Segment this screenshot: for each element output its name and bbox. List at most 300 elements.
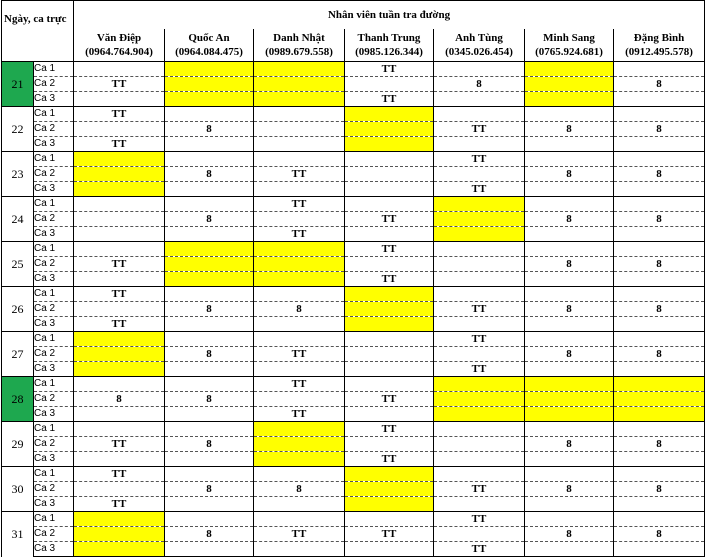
duty-cell — [254, 512, 345, 527]
duty-cell: 8 — [165, 167, 254, 182]
shift-row — [2, 302, 705, 317]
duty-cell — [165, 422, 254, 437]
day-cell: 25 — [2, 242, 34, 287]
duty-roster-table — [1, 0, 705, 557]
duty-cell — [345, 257, 434, 272]
duty-cell — [434, 287, 525, 302]
duty-cell — [614, 287, 705, 302]
shift-label: Ca 1 — [34, 242, 74, 257]
duty-cell — [254, 257, 345, 272]
duty-cell — [525, 227, 614, 242]
duty-cell — [74, 542, 165, 557]
shift-label: Ca 1 — [34, 107, 74, 122]
duty-cell — [165, 497, 254, 512]
duty-cell — [525, 62, 614, 77]
day-cell: 23 — [2, 152, 34, 197]
duty-cell — [434, 167, 525, 182]
duty-cell — [74, 332, 165, 347]
shift-row — [2, 542, 705, 557]
duty-cell — [525, 272, 614, 287]
duty-cell: TT — [254, 527, 345, 542]
duty-cell: 8 — [614, 77, 705, 92]
duty-cell — [345, 197, 434, 212]
duty-cell — [165, 257, 254, 272]
duty-cell — [165, 107, 254, 122]
shift-row — [2, 407, 705, 422]
duty-cell: TT — [74, 107, 165, 122]
duty-cell — [165, 452, 254, 467]
shift-label: Ca 2 — [34, 77, 74, 92]
duty-cell: 8 — [525, 302, 614, 317]
staff-phone: (0964.084.475) — [175, 46, 243, 58]
duty-cell — [74, 422, 165, 437]
shift-label: Ca 3 — [34, 362, 74, 377]
duty-cell — [434, 227, 525, 242]
duty-cell — [525, 407, 614, 422]
duty-cell — [74, 182, 165, 197]
duty-cell: TT — [74, 77, 165, 92]
duty-cell: TT — [345, 392, 434, 407]
duty-cell — [525, 452, 614, 467]
duty-cell — [345, 152, 434, 167]
duty-cell — [434, 437, 525, 452]
duty-cell — [254, 437, 345, 452]
duty-cell: TT — [345, 422, 434, 437]
duty-cell: 8 — [614, 482, 705, 497]
staff-phone: (0765.924.681) — [535, 46, 603, 58]
duty-cell: 8 — [525, 212, 614, 227]
duty-cell — [254, 497, 345, 512]
duty-cell: 8 — [525, 482, 614, 497]
duty-cell — [254, 272, 345, 287]
shift-row — [2, 287, 705, 302]
duty-cell — [525, 242, 614, 257]
shift-label: Ca 3 — [34, 137, 74, 152]
duty-cell: TT — [254, 227, 345, 242]
duty-cell — [525, 362, 614, 377]
duty-cell — [614, 317, 705, 332]
duty-cell — [434, 92, 525, 107]
duty-cell — [74, 527, 165, 542]
duty-cell — [345, 377, 434, 392]
corner-label: Ngày, ca trực — [4, 13, 67, 25]
shift-label: Ca 3 — [34, 452, 74, 467]
duty-cell: 8 — [165, 527, 254, 542]
shift-row — [2, 362, 705, 377]
duty-cell: TT — [434, 302, 525, 317]
shift-label: Ca 1 — [34, 422, 74, 437]
duty-cell — [525, 542, 614, 557]
duty-cell — [434, 452, 525, 467]
duty-cell — [254, 77, 345, 92]
duty-cell — [254, 137, 345, 152]
duty-cell — [74, 452, 165, 467]
duty-cell — [434, 272, 525, 287]
duty-cell — [434, 392, 525, 407]
duty-cell — [165, 362, 254, 377]
duty-cell — [74, 62, 165, 77]
shift-row — [2, 152, 705, 167]
duty-cell — [434, 347, 525, 362]
duty-cell — [165, 77, 254, 92]
duty-cell — [165, 152, 254, 167]
shift-row — [2, 437, 705, 452]
staff-phone: (0989.679.558) — [265, 46, 333, 58]
shift-label: Ca 2 — [34, 437, 74, 452]
shift-row — [2, 452, 705, 467]
shift-row — [2, 197, 705, 212]
shift-label: Ca 3 — [34, 272, 74, 287]
shift-label: Ca 2 — [34, 482, 74, 497]
duty-cell: TT — [434, 482, 525, 497]
duty-cell: 8 — [254, 482, 345, 497]
duty-cell — [525, 317, 614, 332]
staff-name: Văn Điệp — [96, 32, 142, 44]
duty-cell: TT — [254, 197, 345, 212]
duty-cell — [614, 62, 705, 77]
duty-cell — [165, 287, 254, 302]
duty-cell — [74, 302, 165, 317]
duty-cell — [165, 377, 254, 392]
duty-cell: 8 — [614, 302, 705, 317]
duty-cell — [434, 377, 525, 392]
shift-row — [2, 272, 705, 287]
duty-cell — [345, 107, 434, 122]
shift-row — [2, 227, 705, 242]
duty-cell — [614, 467, 705, 482]
duty-cell — [434, 107, 525, 122]
shift-row — [2, 392, 705, 407]
duty-cell — [614, 272, 705, 287]
duty-cell — [525, 287, 614, 302]
duty-cell — [254, 212, 345, 227]
duty-cell: TT — [74, 287, 165, 302]
duty-cell — [345, 302, 434, 317]
duty-cell: TT — [254, 347, 345, 362]
group-title: Nhân viên tuần tra đường — [74, 1, 705, 30]
duty-cell: TT — [74, 497, 165, 512]
duty-cell — [525, 197, 614, 212]
day-cell: 29 — [2, 422, 34, 467]
staff-phone: (0912.495.578) — [625, 46, 693, 58]
shift-label: Ca 2 — [34, 302, 74, 317]
duty-cell: 8 — [165, 482, 254, 497]
duty-cell — [525, 77, 614, 92]
shift-label: Ca 3 — [34, 227, 74, 242]
staff-name: Anh Tùng — [455, 32, 503, 44]
duty-cell: TT — [74, 257, 165, 272]
duty-cell: TT — [434, 512, 525, 527]
duty-cell — [525, 467, 614, 482]
duty-cell: TT — [345, 272, 434, 287]
shift-label: Ca 3 — [34, 407, 74, 422]
duty-cell: 8 — [614, 527, 705, 542]
duty-cell — [74, 167, 165, 182]
shift-label: Ca 3 — [34, 182, 74, 197]
duty-cell — [165, 92, 254, 107]
day-cell: 27 — [2, 332, 34, 377]
duty-cell — [74, 347, 165, 362]
duty-cell: TT — [434, 182, 525, 197]
duty-cell — [614, 512, 705, 527]
staff-header-0 — [74, 29, 165, 62]
duty-cell — [345, 482, 434, 497]
duty-cell — [254, 332, 345, 347]
staff-header-1 — [165, 29, 254, 62]
duty-cell: TT — [434, 362, 525, 377]
duty-cell — [165, 317, 254, 332]
day-cell: 28 — [2, 377, 34, 422]
duty-cell: TT — [254, 407, 345, 422]
duty-cell — [525, 332, 614, 347]
duty-cell — [74, 362, 165, 377]
duty-cell — [525, 152, 614, 167]
duty-cell — [74, 242, 165, 257]
shift-label: Ca 2 — [34, 167, 74, 182]
duty-cell: 8 — [525, 437, 614, 452]
shift-row — [2, 122, 705, 137]
duty-cell — [345, 227, 434, 242]
duty-cell — [614, 452, 705, 467]
duty-cell — [345, 317, 434, 332]
duty-cell: 8 — [434, 77, 525, 92]
shift-row — [2, 332, 705, 347]
shift-row — [2, 107, 705, 122]
duty-cell: 8 — [614, 437, 705, 452]
shift-label: Ca 1 — [34, 512, 74, 527]
duty-cell — [74, 407, 165, 422]
duty-cell — [254, 242, 345, 257]
staff-header-6 — [614, 29, 705, 62]
roster-body — [2, 62, 705, 557]
duty-cell — [74, 212, 165, 227]
duty-cell — [165, 62, 254, 77]
duty-cell — [345, 437, 434, 452]
duty-cell — [525, 377, 614, 392]
duty-cell — [254, 452, 345, 467]
duty-cell — [345, 542, 434, 557]
day-cell: 21 — [2, 62, 34, 107]
duty-cell — [614, 227, 705, 242]
duty-cell — [614, 92, 705, 107]
duty-cell — [345, 122, 434, 137]
duty-cell: TT — [254, 167, 345, 182]
shift-label: Ca 1 — [34, 197, 74, 212]
duty-cell — [165, 542, 254, 557]
duty-cell — [165, 272, 254, 287]
shift-label: Ca 2 — [34, 347, 74, 362]
duty-cell — [614, 152, 705, 167]
shift-row — [2, 137, 705, 152]
staff-header-row — [2, 29, 705, 62]
duty-cell: 8 — [165, 392, 254, 407]
shift-label: Ca 2 — [34, 212, 74, 227]
duty-cell — [434, 242, 525, 257]
duty-cell — [434, 317, 525, 332]
shift-row — [2, 497, 705, 512]
duty-cell — [74, 122, 165, 137]
shift-label: Ca 1 — [34, 62, 74, 77]
duty-cell — [434, 257, 525, 272]
duty-cell — [254, 422, 345, 437]
duty-cell: TT — [345, 62, 434, 77]
duty-cell — [165, 242, 254, 257]
duty-cell — [345, 137, 434, 152]
duty-cell: 8 — [614, 212, 705, 227]
duty-cell: TT — [74, 437, 165, 452]
duty-cell: TT — [434, 122, 525, 137]
duty-cell: 8 — [525, 122, 614, 137]
duty-cell — [614, 542, 705, 557]
shift-row — [2, 422, 705, 437]
duty-cell — [614, 107, 705, 122]
staff-name: Thanh Trung — [357, 32, 421, 44]
day-cell: 24 — [2, 197, 34, 242]
duty-cell — [614, 422, 705, 437]
shift-label: Ca 2 — [34, 257, 74, 272]
duty-cell: 8 — [74, 392, 165, 407]
duty-cell — [434, 407, 525, 422]
duty-cell — [345, 182, 434, 197]
duty-cell — [254, 92, 345, 107]
duty-cell — [614, 392, 705, 407]
duty-cell: TT — [434, 152, 525, 167]
duty-cell: 8 — [614, 122, 705, 137]
shift-row — [2, 347, 705, 362]
duty-cell — [434, 422, 525, 437]
duty-cell: TT — [345, 242, 434, 257]
shift-label: Ca 2 — [34, 122, 74, 137]
shift-row — [2, 257, 705, 272]
staff-name: Minh Sang — [543, 32, 595, 44]
duty-cell: TT — [345, 212, 434, 227]
duty-cell — [434, 467, 525, 482]
day-cell: 22 — [2, 107, 34, 152]
duty-cell — [525, 392, 614, 407]
duty-cell — [345, 512, 434, 527]
staff-header-5 — [525, 29, 614, 62]
shift-row — [2, 92, 705, 107]
staff-header-3 — [345, 29, 434, 62]
staff-phone: (0964.764.904) — [85, 46, 153, 58]
staff-phone: (0345.026.454) — [445, 46, 513, 58]
shift-label: Ca 1 — [34, 377, 74, 392]
duty-cell — [74, 152, 165, 167]
duty-cell — [165, 182, 254, 197]
duty-cell — [345, 407, 434, 422]
shift-label: Ca 1 — [34, 152, 74, 167]
staff-header-2 — [254, 29, 345, 62]
duty-cell — [254, 152, 345, 167]
duty-cell — [165, 407, 254, 422]
duty-cell — [254, 182, 345, 197]
duty-cell — [74, 482, 165, 497]
staff-name: Danh Nhật — [273, 32, 325, 44]
corner-header — [2, 1, 74, 62]
duty-cell: 8 — [165, 302, 254, 317]
shift-label: Ca 1 — [34, 332, 74, 347]
shift-row — [2, 62, 705, 77]
shift-label: Ca 1 — [34, 287, 74, 302]
duty-cell — [254, 107, 345, 122]
duty-cell — [525, 497, 614, 512]
shift-label: Ca 3 — [34, 542, 74, 557]
duty-cell — [165, 332, 254, 347]
duty-cell — [74, 227, 165, 242]
shift-label: Ca 3 — [34, 317, 74, 332]
duty-cell — [165, 197, 254, 212]
duty-cell: 8 — [525, 167, 614, 182]
duty-cell — [254, 467, 345, 482]
duty-cell — [434, 212, 525, 227]
duty-cell — [345, 347, 434, 362]
duty-cell: 8 — [614, 257, 705, 272]
shift-row — [2, 212, 705, 227]
duty-cell: TT — [434, 332, 525, 347]
duty-cell — [74, 512, 165, 527]
duty-cell: TT — [254, 377, 345, 392]
shift-row — [2, 182, 705, 197]
duty-cell — [345, 362, 434, 377]
duty-cell: 8 — [525, 527, 614, 542]
duty-cell — [74, 272, 165, 287]
shift-label: Ca 1 — [34, 467, 74, 482]
day-cell: 30 — [2, 467, 34, 512]
duty-cell — [614, 242, 705, 257]
duty-cell — [345, 332, 434, 347]
shift-row — [2, 167, 705, 182]
duty-cell — [614, 362, 705, 377]
duty-cell: 8 — [165, 437, 254, 452]
duty-cell — [165, 467, 254, 482]
duty-cell — [525, 137, 614, 152]
shift-row — [2, 467, 705, 482]
day-cell: 26 — [2, 287, 34, 332]
duty-cell — [614, 497, 705, 512]
shift-label: Ca 3 — [34, 92, 74, 107]
staff-header-4 — [434, 29, 525, 62]
duty-cell — [74, 377, 165, 392]
shift-label: Ca 2 — [34, 527, 74, 542]
duty-cell: 8 — [165, 347, 254, 362]
duty-cell: 8 — [165, 212, 254, 227]
staff-name: Quốc An — [188, 32, 230, 44]
duty-cell: TT — [345, 527, 434, 542]
duty-cell — [614, 182, 705, 197]
day-cell: 31 — [2, 512, 34, 557]
duty-cell — [345, 287, 434, 302]
duty-cell — [614, 332, 705, 347]
duty-cell: TT — [345, 92, 434, 107]
duty-cell: TT — [74, 317, 165, 332]
duty-cell — [434, 197, 525, 212]
duty-cell — [525, 92, 614, 107]
duty-cell — [165, 137, 254, 152]
shift-row — [2, 512, 705, 527]
duty-cell — [614, 407, 705, 422]
duty-cell — [434, 62, 525, 77]
duty-cell — [345, 467, 434, 482]
duty-cell — [74, 197, 165, 212]
duty-cell — [254, 122, 345, 137]
shift-label: Ca 2 — [34, 392, 74, 407]
duty-cell — [345, 77, 434, 92]
duty-cell — [525, 182, 614, 197]
duty-cell — [525, 512, 614, 527]
duty-cell — [434, 527, 525, 542]
duty-cell: 8 — [165, 122, 254, 137]
shift-row — [2, 242, 705, 257]
